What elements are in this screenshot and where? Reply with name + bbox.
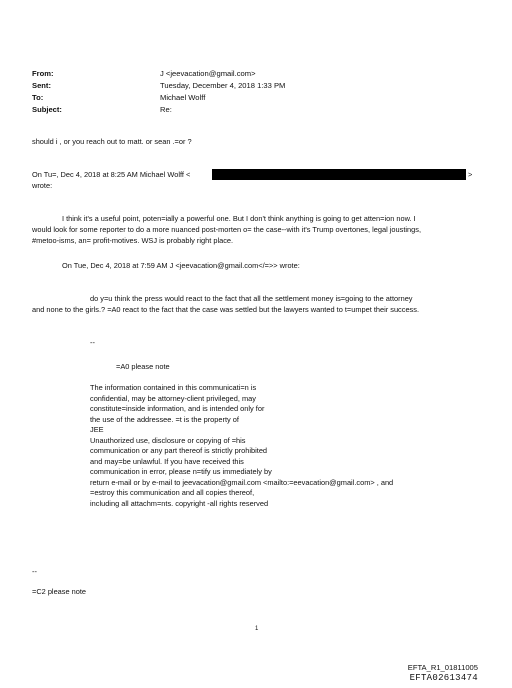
sent-value: Tuesday, December 4, 2018 1:33 PM — [160, 81, 286, 90]
from-value: J <jeevacation@gmail.com> — [160, 69, 256, 78]
from-label: From: — [32, 69, 54, 78]
notice-line: return e-mail or by e-mail to jeevacation@gmail.com <mailto:=eevacation@gmail.com> , and — [90, 477, 394, 487]
efta-id-large: EFTA02613474 — [409, 673, 478, 683]
notice-line: communication in error, please n=tify us immediately by — [90, 467, 272, 476]
notice-line: constitute=inside information, and is intended only for — [90, 404, 265, 413]
wolff-para-line3: #metoo-isms, an= profit-motives. WSJ is probably right place. — [32, 236, 234, 245]
notice-line: communication or any part thereof is strictly prohibited — [90, 446, 268, 455]
to-value: Michael Wolff — [160, 93, 206, 102]
quote2-intro: On Tue, Dec 4, 2018 at 7:59 AM J <jeevacation@gmail.com</=>> wrote: — [62, 261, 300, 270]
quote1-wrote: wrote: — [32, 181, 53, 190]
redaction-bar — [212, 169, 466, 180]
notice-line: JEE — [90, 425, 104, 434]
sent-label: Sent: — [32, 81, 51, 90]
reply-line: should i , or you reach out to matt. or sean .=or ? — [32, 137, 192, 146]
confidentiality-notice — [90, 383, 470, 509]
wolff-para-line1: I think it's a useful point, poten=ially a powerful one. But I don't think anything is going to get atten=ion now. I — [62, 214, 416, 223]
to-label: To: — [32, 93, 44, 102]
page-number: 1 — [255, 626, 259, 632]
j-para-line2: and none to the girls.? =A0 react to the fact that the case was settled but the lawyers wanted to t=umpet their success. — [32, 305, 419, 314]
notice-line: including all attachm=nts. copyright -all rights reserved — [90, 498, 269, 508]
notice-line: confidential, may be attorney-client privileged, may — [90, 393, 256, 403]
subject-value: Re: — [160, 105, 172, 114]
wolff-para-line2: would look for some reporter to do a more nuanced post-morten o= the case--with it's Trump overtones, legal joustings, — [32, 225, 421, 234]
separator-dashes-2: -- — [32, 567, 37, 576]
email-header — [32, 68, 332, 116]
from-row — [32, 68, 332, 80]
notice-line: Unauthorized use, disclosure or copying of =his — [90, 435, 246, 445]
subject-row — [32, 104, 332, 116]
quote1-intro-end: > — [468, 170, 473, 179]
j-para-line1: do y=u think the press would react to the fact that all the settlement money is=going to the attorney — [90, 294, 413, 303]
please-note-1: =A0 please note — [116, 362, 170, 371]
to-row — [32, 92, 332, 104]
notice-line: the use of the addressee. =t is the property of — [90, 414, 239, 424]
sent-row — [32, 80, 332, 92]
please-note-2: =C2 please note — [32, 587, 87, 596]
notice-line: The information contained in this communicati=n is — [90, 383, 257, 392]
notice-line: and may=be unlawful. If you have received this — [90, 456, 244, 466]
separator-dashes: -- — [90, 338, 95, 347]
quote1-intro: On Tu=, Dec 4, 2018 at 8:25 AM Michael Wolff < — [32, 170, 191, 179]
efta-id-small: EFTA_R1_01811005 — [407, 663, 478, 672]
notice-line: =estroy this communication and all copies thereof, — [90, 488, 255, 497]
subject-label: Subject: — [32, 105, 62, 114]
